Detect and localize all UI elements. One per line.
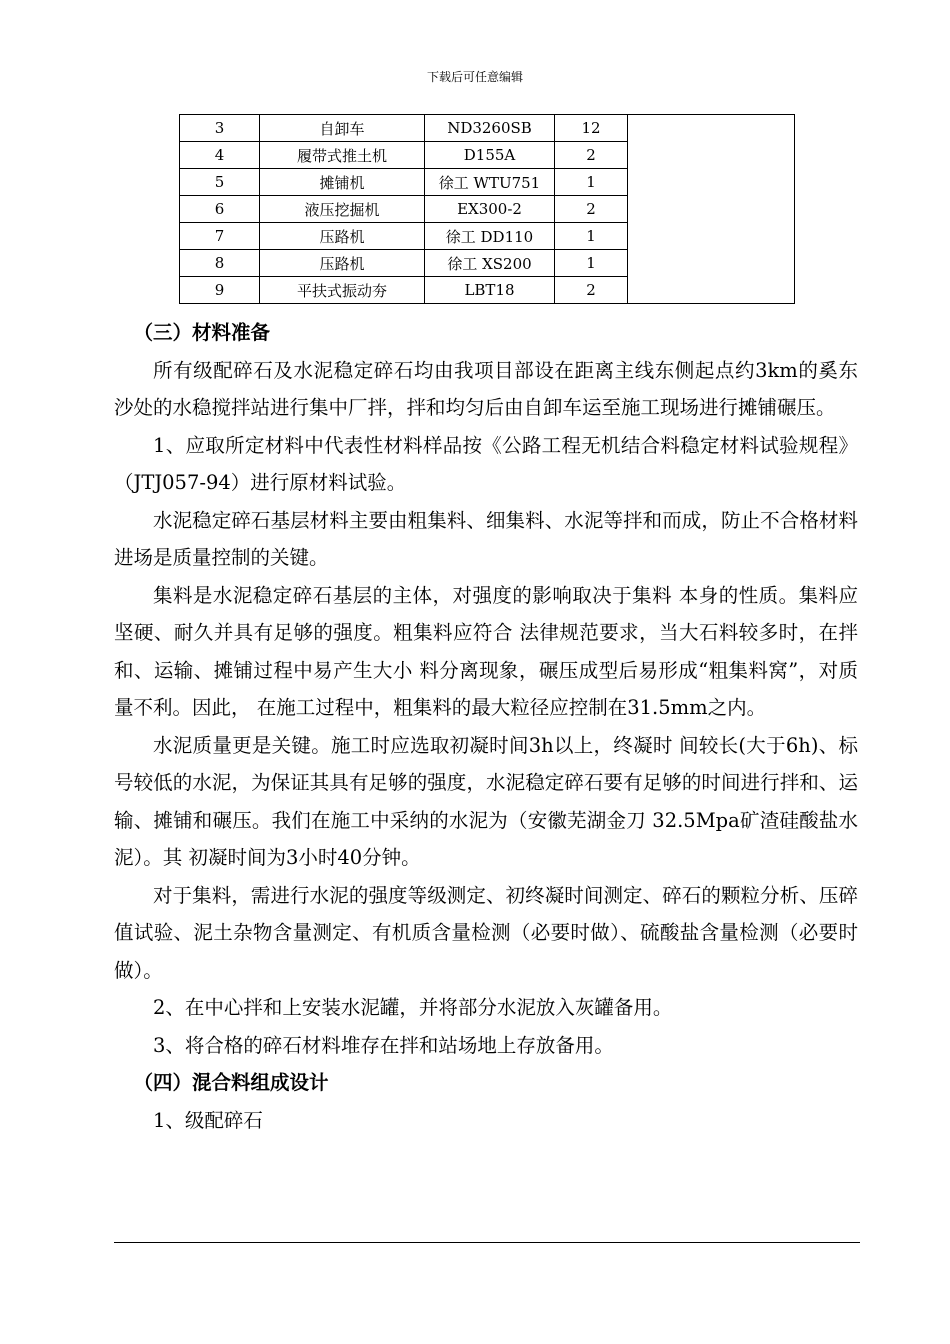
section-heading: （四）混合料组成设计	[133, 1071, 329, 1094]
cell-name: 履带式推土机	[260, 142, 425, 169]
cell-no: 7	[180, 223, 260, 250]
cell-no: 9	[180, 277, 260, 304]
cell-model: 徐工 DD110	[425, 223, 555, 250]
cell-name: 平扶式振动夯	[260, 277, 425, 304]
paragraph: 1、应取所定材料中代表性材料样品按《公路工程无机结合料稳定材料试验规程》（JTJ057-94）进行原材料试验。	[114, 433, 858, 494]
cell-name: 压路机	[260, 250, 425, 277]
cell-qty: 1	[555, 223, 628, 250]
cell-model: 徐工 WTU751	[425, 169, 555, 196]
page-header-note: 下载后可任意编辑	[426, 70, 523, 84]
cell-name: 自卸车	[260, 115, 425, 142]
section-heading: （三）材料准备	[133, 321, 271, 344]
cell-no: 8	[180, 250, 260, 277]
cell-qty: 2	[555, 196, 628, 223]
paragraph: 所有级配碎石及水泥稳定碎石均由我项目部设在距离主线东侧起点约3km的奚东沙处的水稳搅拌站进行集中厂拌，拌和均匀后由自卸车运至施工现场进行摊铺碾压。	[114, 358, 858, 419]
cell-model: EX300-2	[425, 196, 555, 223]
document-body	[114, 314, 858, 1139]
paragraph: 水泥稳定碎石基层材料主要由粗集料、细集料、水泥等拌和而成，防止不合格材料进场是质量控制的关键。	[114, 508, 858, 569]
footer-divider	[114, 1242, 860, 1243]
paragraph: 集料是水泥稳定碎石基层的主体，对强度的影响取决于集料 本身的性质。集料应坚硬、耐久并具有足够的强度。粗集料应符合 法律规范要求，当大石料较多时，在拌和、运输、摊铺过程中易产生大小 料分离现象，碾压成型后易形成“粗集料窝”，对质量不利。因此， 在施工过程中，粗集料的最大粒径应控制在31.5mm之内。	[114, 583, 858, 719]
paragraph: 3、将合格的碎石材料堆存在拌和站场地上存放备用。	[153, 1033, 614, 1057]
paragraph: 对于集料，需进行水泥的强度等级测定、初终凝时间测定、碎石的颗粒分析、压碎值试验、泥土杂物含量测定、有机质含量检测（必要时做）、硫酸盐含量检测（必要时做）。	[114, 883, 858, 982]
cell-name: 摊铺机	[260, 169, 425, 196]
paragraph: 1、级配碎石	[153, 1108, 263, 1132]
table-row	[180, 115, 795, 142]
cell-name: 液压挖掘机	[260, 196, 425, 223]
cell-qty: 2	[555, 142, 628, 169]
paragraph: 2、在中心拌和上安装水泥罐，并将部分水泥放入灰罐备用。	[153, 996, 673, 1019]
cell-no: 3	[180, 115, 260, 142]
paragraph: 水泥质量更是关键。施工时应选取初凝时间3h以上，终凝时 间较长(大于6h)、标号较低的水泥，为保证其具有足够的强度，水泥稳定碎石要有足够的时间进行拌和、运输、摊铺和碾压。我们在施工中采纳的水泥为（安徽芜湖金刀 32.5Mpa矿渣硅酸盐水泥）。其 初凝时间为3小时40分钟。	[114, 733, 858, 869]
cell-model: 徐工 XS200	[425, 250, 555, 277]
cell-qty: 1	[555, 250, 628, 277]
cell-qty: 12	[555, 115, 628, 142]
cell-qty: 1	[555, 169, 628, 196]
cell-model: D155A	[425, 142, 555, 169]
equipment-table	[179, 114, 795, 304]
cell-no: 4	[180, 142, 260, 169]
cell-qty: 2	[555, 277, 628, 304]
cell-remarks	[628, 115, 795, 304]
cell-name: 压路机	[260, 223, 425, 250]
cell-model: LBT18	[425, 277, 555, 304]
cell-no: 6	[180, 196, 260, 223]
cell-no: 5	[180, 169, 260, 196]
cell-model: ND3260SB	[425, 115, 555, 142]
